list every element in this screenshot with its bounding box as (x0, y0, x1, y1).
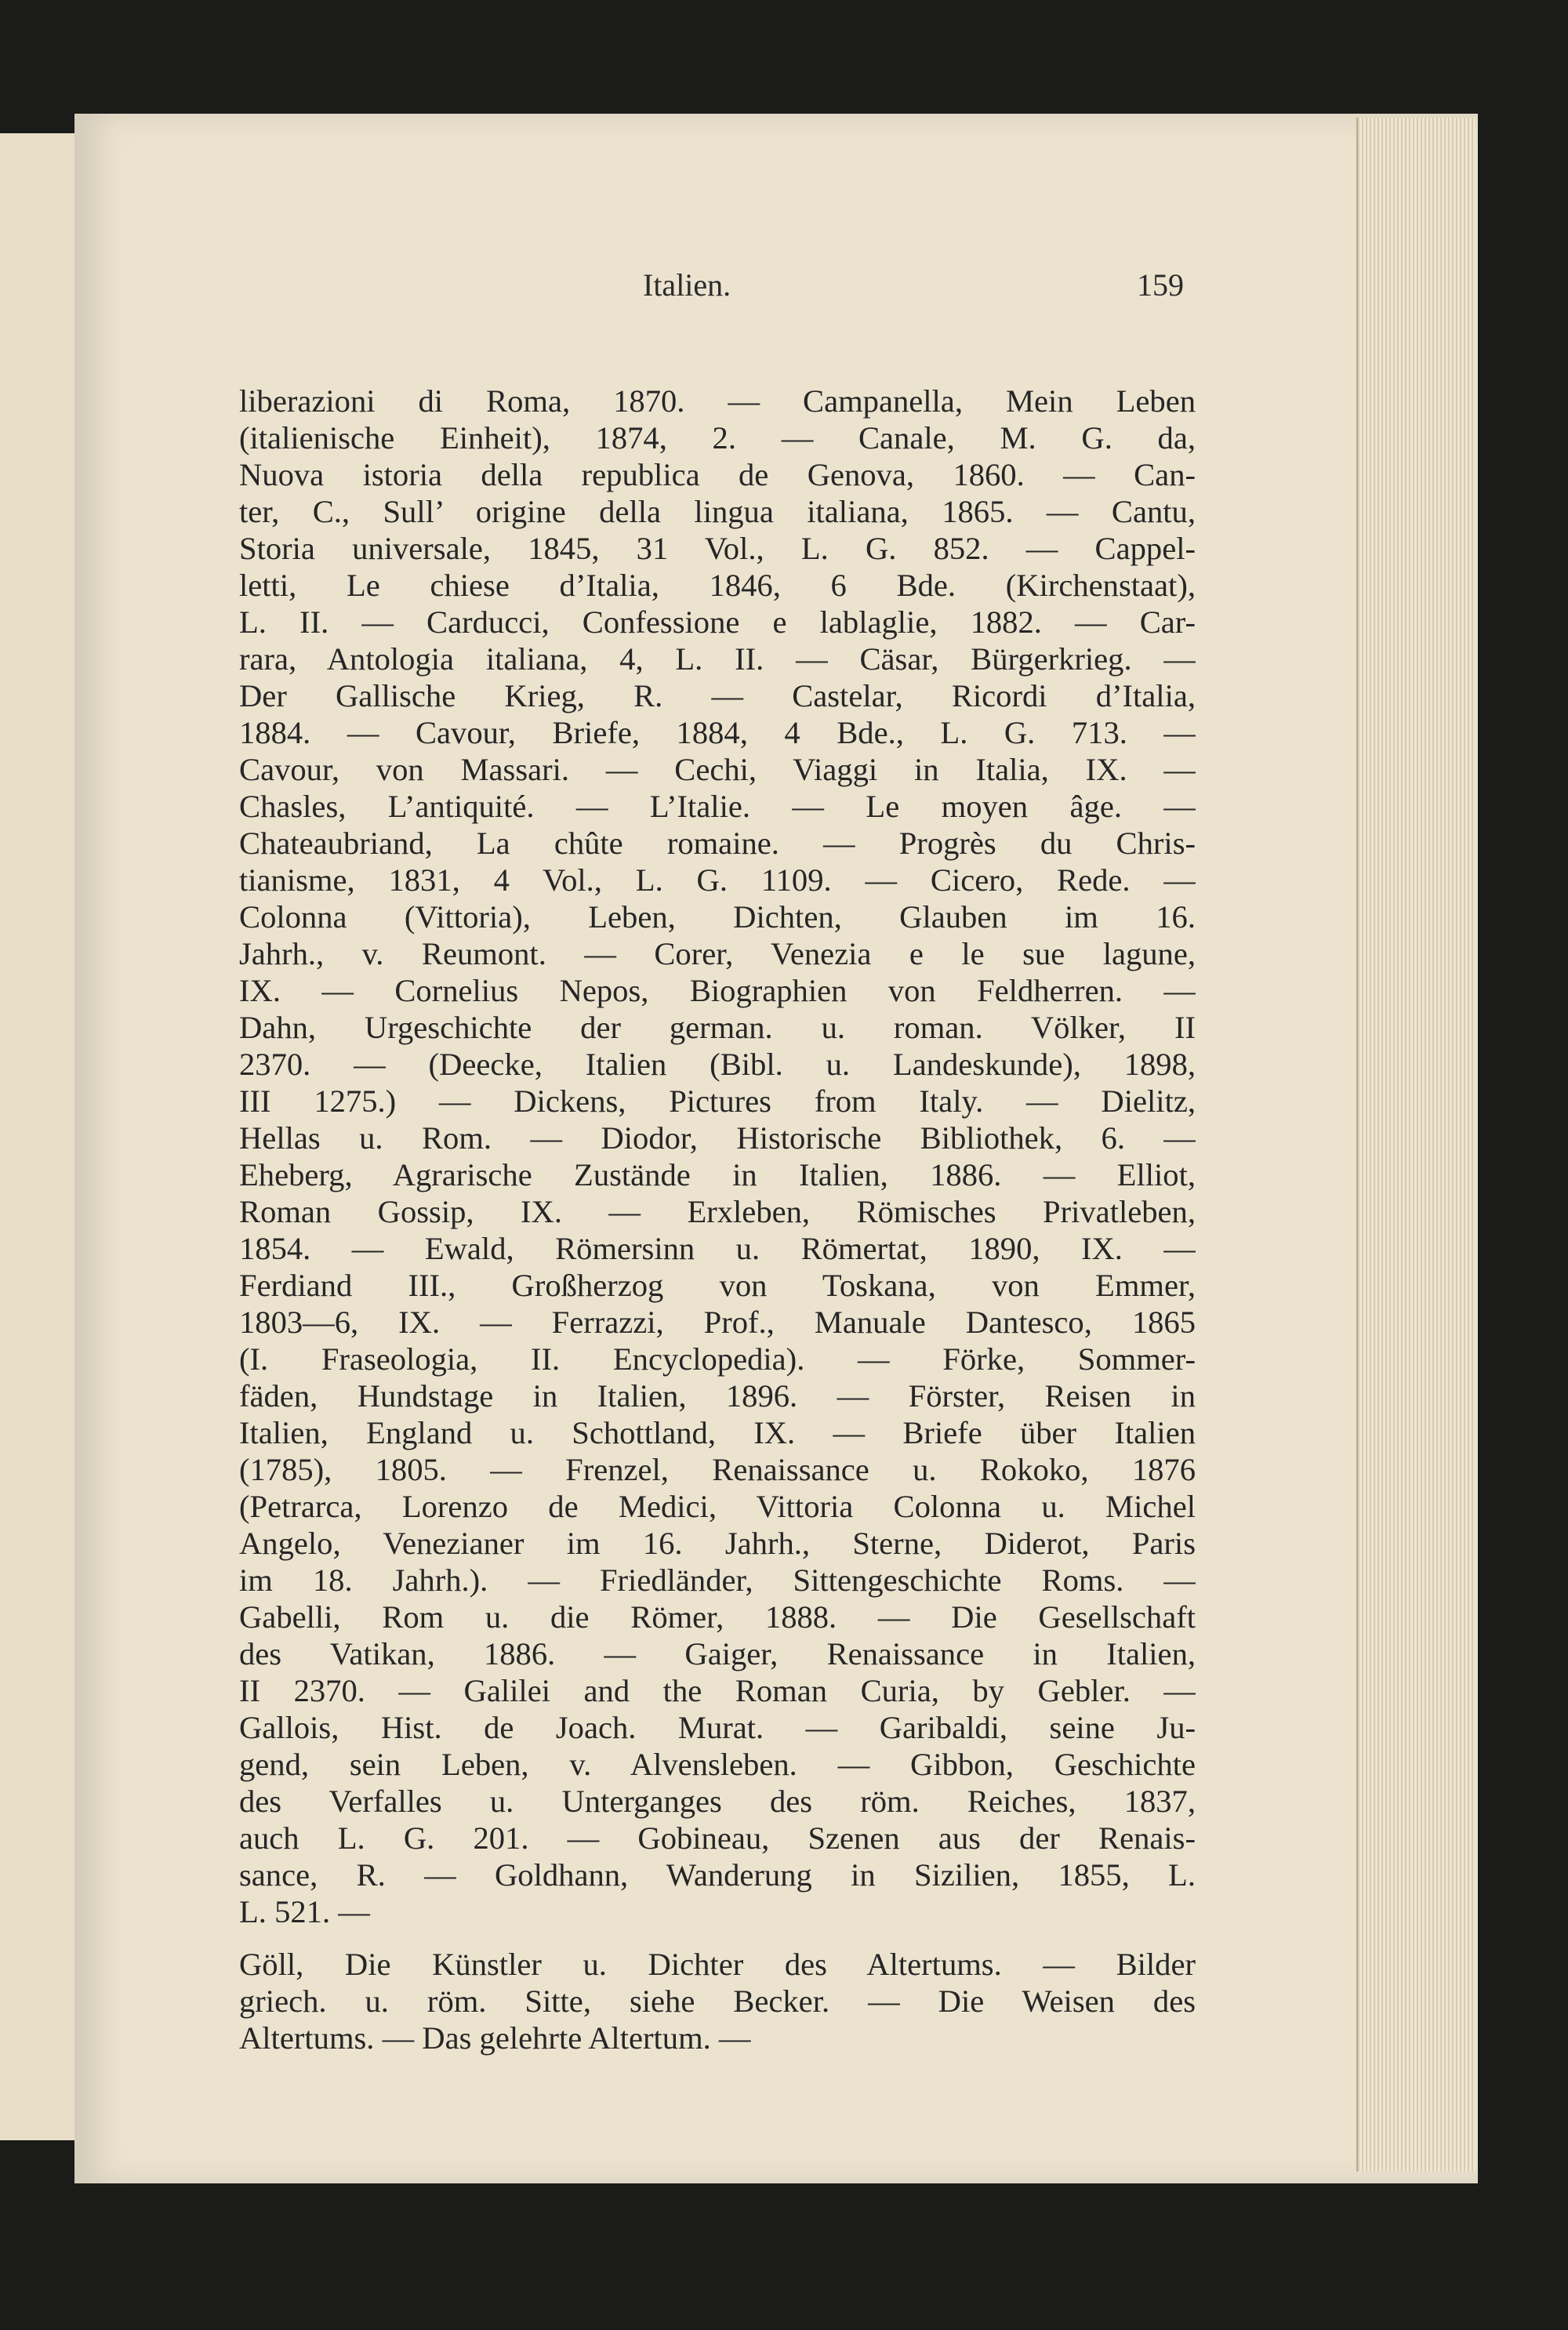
text-line: des Vatikan, 1886. — Gaiger, Renaissance in Italien, (239, 1636, 1196, 1671)
text-line: IX. — Cornelius Nepos, Biographien von Feldherren. — (239, 973, 1196, 1008)
bibliography-text (239, 383, 1196, 2056)
paragraph-gap (239, 1930, 1196, 1946)
text-line: tianisme, 1831, 4 Vol., L. G. 1109. — Cicero, Rede. — (239, 862, 1196, 898)
text-line: 1884. — Cavour, Briefe, 1884, 4 Bde., L. G. 713. — (239, 715, 1196, 750)
text-line: Chasles, L’antiquité. — L’Italie. — Le moyen âge. — (239, 789, 1196, 824)
text-line: rara, Antologia italiana, 4, L. II. — Cäsar, Bürgerkrieg. — (239, 641, 1196, 677)
text-line: gend, sein Leben, v. Alvensleben. — Gibbon, Geschichte (239, 1747, 1196, 1782)
text-line: II 2370. — Galilei and the Roman Curia, by Gebler. — (239, 1673, 1196, 1708)
text-line: Storia universale, 1845, 31 Vol., L. G. 852. — Cappel- (239, 531, 1196, 566)
text-line: griech. u. röm. Sitte, siehe Becker. — Die Weisen des (239, 1983, 1196, 2019)
page-stack-edge (1356, 118, 1475, 2172)
text-line: L. 521. — (239, 1894, 370, 1929)
text-line: ter, C., Sull’ origine della lingua italiana, 1865. — Cantu, (239, 494, 1196, 529)
text-line: Italien, England u. Schottland, IX. — Briefe über Italien (239, 1415, 1196, 1450)
text-line: (1785), 1805. — Frenzel, Renaissance u. Rokoko, 1876 (239, 1452, 1196, 1487)
text-line: Cavour, von Massari. — Cechi, Viaggi in Italia, IX. — (239, 752, 1196, 787)
text-line: Altertums. — Das gelehrte Altertum. — (239, 2020, 751, 2056)
text-line: Hellas u. Rom. — Diodor, Historische Bibliothek, 6. — (239, 1120, 1196, 1156)
text-line: Ferdiand III., Großherzog von Toskana, von Emmer, (239, 1268, 1196, 1303)
text-line: Roman Gossip, IX. — Erxleben, Römisches Privatleben, (239, 1194, 1196, 1229)
text-line: Göll, Die Künstler u. Dichter des Altertums. — Bilder (239, 1947, 1196, 1982)
text-line: 1854. — Ewald, Römersinn u. Römertat, 1890, IX. — (239, 1231, 1196, 1266)
text-line: (Petrarca, Lorenzo de Medici, Vittoria Colonna u. Michel (239, 1489, 1196, 1524)
text-line: (I. Fraseologia, II. Encyclopedia). — Förke, Sommer- (239, 1341, 1196, 1377)
text-line: Chateaubriand, La chûte romaine. — Progrès du Chris- (239, 826, 1196, 861)
text-line: L. II. — Carducci, Confessione e lablaglie, 1882. — Car- (239, 604, 1196, 640)
text-line: liberazioni di Roma, 1870. — Campanella, Mein Leben (239, 383, 1196, 419)
text-line: Der Gallische Krieg, R. — Castelar, Ricordi d’Italia, (239, 678, 1196, 713)
text-line: (italienische Einheit), 1874, 2. — Canale, M. G. da, (239, 420, 1196, 455)
text-line: Colonna (Vittoria), Leben, Dichten, Glauben im 16. (239, 899, 1196, 935)
running-head: Italien. (643, 267, 731, 303)
text-line: im 18. Jahrh.). — Friedländer, Sittengeschichte Roms. — (239, 1562, 1196, 1598)
text-line: Eheberg, Agrarische Zustände in Italien, 1886. — Elliot, (239, 1157, 1196, 1192)
text-line: Gabelli, Rom u. die Römer, 1888. — Die Gesellschaft (239, 1599, 1196, 1635)
text-line: fäden, Hundstage in Italien, 1896. — Förster, Reisen in (239, 1378, 1196, 1414)
left-page-edge (0, 133, 76, 2140)
text-line: Gallois, Hist. de Joach. Murat. — Garibaldi, seine Ju- (239, 1710, 1196, 1745)
text-line: Dahn, Urgeschichte der german. u. roman. Völker, II (239, 1010, 1196, 1045)
text-line: 2370. — (Deecke, Italien (Bibl. u. Landeskunde), 1898, (239, 1047, 1196, 1082)
page-number: 159 (1137, 267, 1184, 303)
text-line: des Verfalles u. Unterganges des röm. Reiches, 1837, (239, 1784, 1196, 1819)
text-line: III 1275.) — Dickens, Pictures from Italy. — Dielitz, (239, 1083, 1196, 1119)
text-line: letti, Le chiese d’Italia, 1846, 6 Bde. (Kirchenstaat), (239, 568, 1196, 603)
text-line: Angelo, Venezianer im 16. Jahrh., Sterne, Diderot, Paris (239, 1526, 1196, 1561)
text-line: auch L. G. 201. — Gobineau, Szenen aus der Renais- (239, 1820, 1196, 1856)
text-line: 1803—6, IX. — Ferrazzi, Prof., Manuale Dantesco, 1865 (239, 1305, 1196, 1340)
text-line: Jahrh., v. Reumont. — Corer, Venezia e le sue lagune, (239, 936, 1196, 971)
text-line: Nuova istoria della republica de Genova, 1860. — Can- (239, 457, 1196, 492)
text-line: sance, R. — Goldhann, Wanderung in Sizilien, 1855, L. (239, 1857, 1196, 1893)
